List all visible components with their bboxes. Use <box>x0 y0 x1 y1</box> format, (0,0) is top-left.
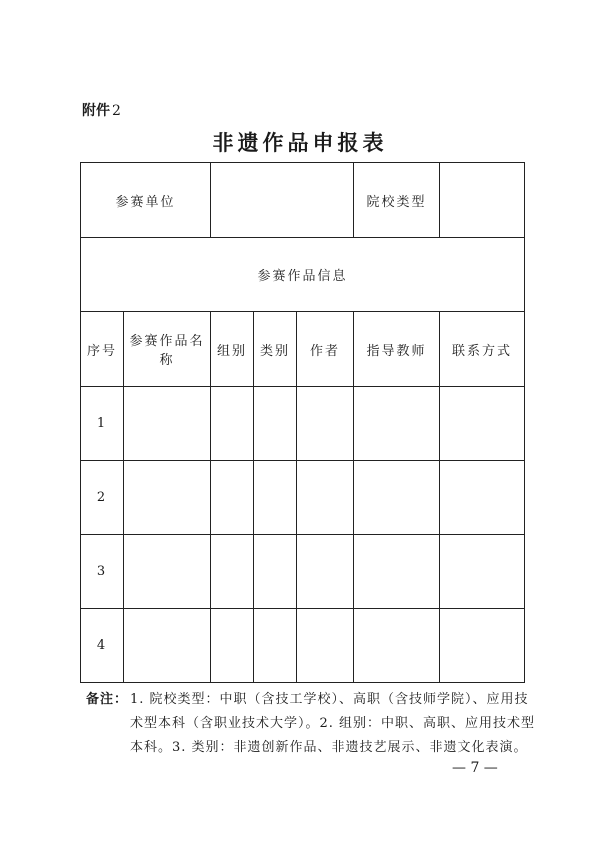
teacher-cell[interactable] <box>354 609 440 683</box>
row-number: 1 <box>81 387 124 461</box>
column-header-no: 序号 <box>81 312 124 387</box>
form-title: 非遗作品申报表 <box>212 131 388 155</box>
teacher-cell[interactable] <box>354 461 440 535</box>
note-block <box>86 688 536 760</box>
table-row <box>81 535 525 609</box>
category-cell[interactable] <box>254 609 297 683</box>
section-title-row <box>81 238 525 312</box>
section-title-cell: 参赛作品信息 <box>81 238 525 312</box>
unit-row <box>81 163 525 238</box>
row-number: 3 <box>81 535 124 609</box>
contact-cell[interactable] <box>440 609 525 683</box>
work-name-cell[interactable] <box>124 535 211 609</box>
work-name-cell[interactable] <box>124 609 211 683</box>
note-text: 1. 院校类型：中职（含技工学校）、高职（含技师学院）、应用技术型本科（含职业技术大学）。2. 组别：中职、高职、应用技术型本科。3. 类别：非遗创新作品、非遗技艺展示、非遗文化表演。 <box>130 692 536 755</box>
category-cell[interactable] <box>254 387 297 461</box>
work-name-cell[interactable] <box>124 387 211 461</box>
contact-cell[interactable] <box>440 387 525 461</box>
contact-cell[interactable] <box>440 535 525 609</box>
attachment-number: 2 <box>112 103 121 119</box>
group-cell[interactable] <box>211 387 254 461</box>
group-cell[interactable] <box>211 461 254 535</box>
column-header-teacher: 指导教师 <box>354 312 440 387</box>
row-number: 4 <box>81 609 124 683</box>
column-header-work-name: 参赛作品名称 <box>124 312 211 387</box>
column-header-group: 组别 <box>211 312 254 387</box>
table-row <box>81 387 525 461</box>
row-number: 2 <box>81 461 124 535</box>
application-form-table <box>80 162 525 683</box>
contact-cell[interactable] <box>440 461 525 535</box>
note-label: 备注： <box>86 692 129 707</box>
school-type-value-cell[interactable] <box>440 163 525 238</box>
column-header-row <box>81 312 525 387</box>
column-header-author: 作者 <box>297 312 354 387</box>
author-cell[interactable] <box>297 535 354 609</box>
author-cell[interactable] <box>297 387 354 461</box>
author-cell[interactable] <box>297 461 354 535</box>
attachment-label <box>82 100 121 120</box>
school-type-label-cell: 院校类型 <box>354 163 440 238</box>
table-row <box>81 461 525 535</box>
column-header-contact: 联系方式 <box>440 312 525 387</box>
category-cell[interactable] <box>254 535 297 609</box>
unit-label-cell: 参赛单位 <box>81 163 211 238</box>
column-header-category: 类别 <box>254 312 297 387</box>
attachment-text: 附件 <box>82 103 110 119</box>
teacher-cell[interactable] <box>354 535 440 609</box>
unit-value-cell[interactable] <box>211 163 354 238</box>
table-row <box>81 609 525 683</box>
group-cell[interactable] <box>211 609 254 683</box>
page-number: — 7 — <box>452 760 498 776</box>
group-cell[interactable] <box>211 535 254 609</box>
author-cell[interactable] <box>297 609 354 683</box>
teacher-cell[interactable] <box>354 387 440 461</box>
category-cell[interactable] <box>254 461 297 535</box>
work-name-cell[interactable] <box>124 461 211 535</box>
